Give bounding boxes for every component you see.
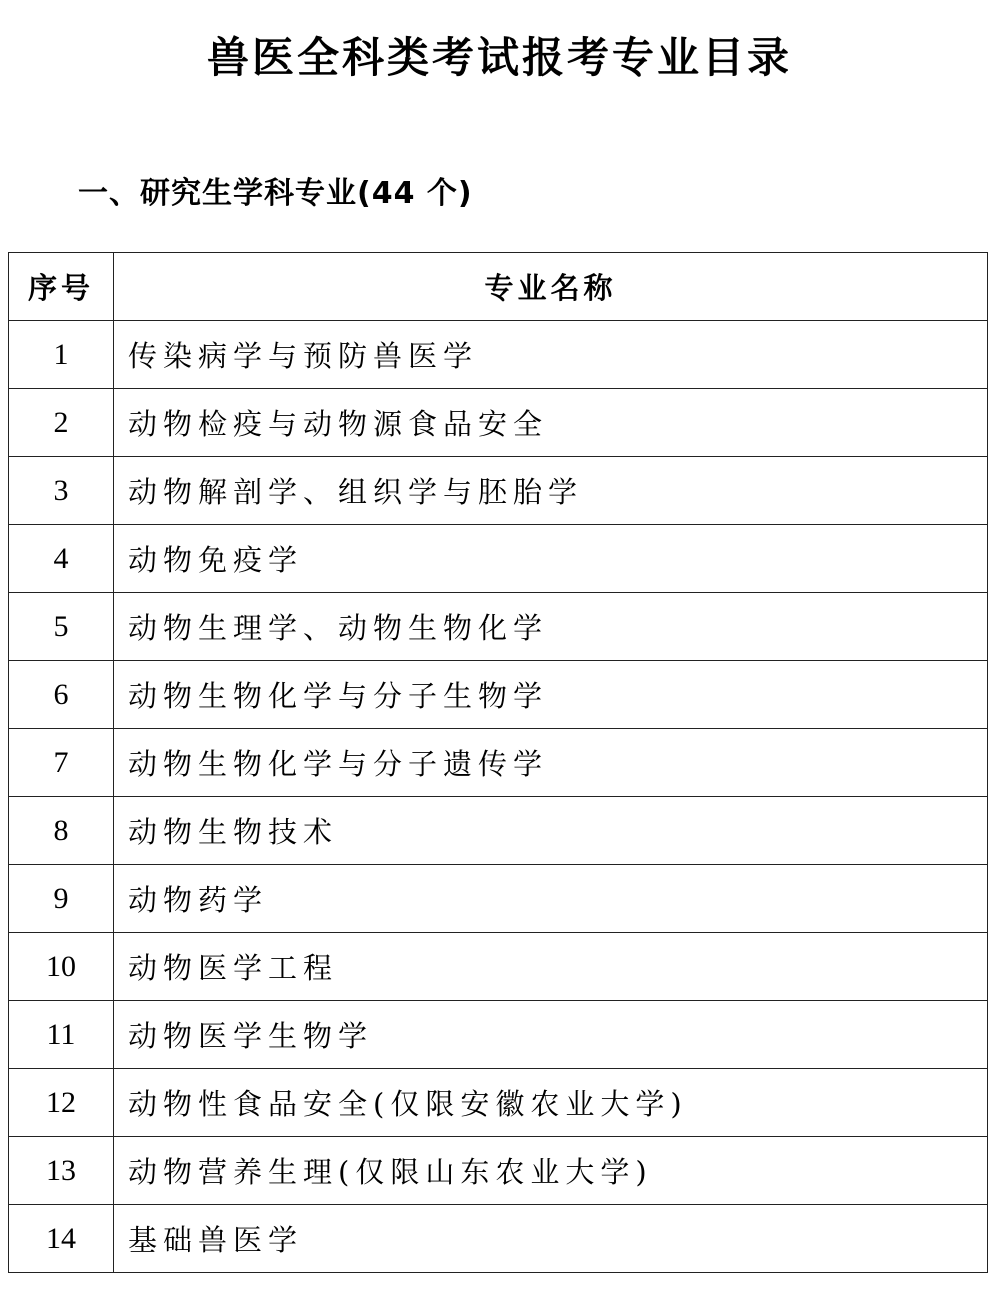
- row-seq: 8: [9, 797, 114, 865]
- page-title: 兽医全科类考试报考专业目录: [206, 33, 792, 82]
- row-name: 动物医学工程: [114, 933, 988, 1001]
- row-name: 动物医学生物学: [114, 1001, 988, 1069]
- table-header-row: [9, 253, 988, 321]
- table-row: [9, 389, 988, 457]
- table-row: [9, 525, 988, 593]
- row-seq: 7: [9, 729, 114, 797]
- row-name: 动物营养生理(仅限山东农业大学): [114, 1137, 988, 1205]
- row-name: 动物生物化学与分子遗传学: [114, 729, 988, 797]
- row-name: 动物生物技术: [114, 797, 988, 865]
- table-row: [9, 1137, 988, 1205]
- table-row: [9, 933, 988, 1001]
- row-seq: 13: [9, 1137, 114, 1205]
- table-row: [9, 457, 988, 525]
- table-row: [9, 593, 988, 661]
- row-seq: 9: [9, 865, 114, 933]
- row-name: 传染病学与预防兽医学: [114, 321, 988, 389]
- row-seq: 3: [9, 457, 114, 525]
- majors-table: [8, 252, 988, 1273]
- row-seq: 6: [9, 661, 114, 729]
- row-seq: 5: [9, 593, 114, 661]
- table-row: [9, 865, 988, 933]
- table-row: [9, 797, 988, 865]
- row-seq: 10: [9, 933, 114, 1001]
- row-name: 动物生物化学与分子生物学: [114, 661, 988, 729]
- row-seq: 12: [9, 1069, 114, 1137]
- row-name: 动物性食品安全(仅限安徽农业大学): [114, 1069, 988, 1137]
- row-name: 动物解剖学、组织学与胚胎学: [114, 457, 988, 525]
- row-seq: 4: [9, 525, 114, 593]
- row-name: 基础兽医学: [114, 1205, 988, 1273]
- section-heading: 一、研究生学科专业(44 个): [78, 176, 473, 211]
- row-seq: 14: [9, 1205, 114, 1273]
- table-row: [9, 1069, 988, 1137]
- header-seq: 序号: [9, 253, 114, 321]
- table-row: [9, 729, 988, 797]
- table-row: [9, 1205, 988, 1273]
- table-row: [9, 321, 988, 389]
- row-seq: 2: [9, 389, 114, 457]
- table-row: [9, 1001, 988, 1069]
- table-row: [9, 661, 988, 729]
- row-name: 动物免疫学: [114, 525, 988, 593]
- header-name: 专业名称: [114, 253, 988, 321]
- row-name: 动物药学: [114, 865, 988, 933]
- row-name: 动物检疫与动物源食品安全: [114, 389, 988, 457]
- row-name: 动物生理学、动物生物化学: [114, 593, 988, 661]
- row-seq: 11: [9, 1001, 114, 1069]
- row-seq: 1: [9, 321, 114, 389]
